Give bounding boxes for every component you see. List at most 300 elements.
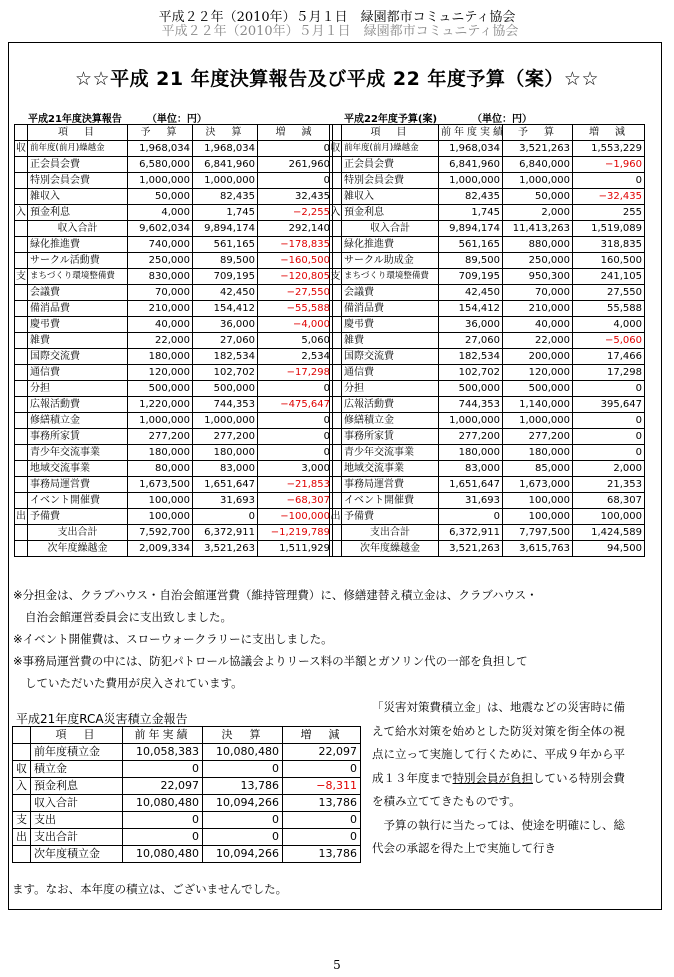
section-marker [15,189,28,205]
amount-cell: 10,080,480 [203,744,283,761]
amount-cell: 50,000 [128,189,193,205]
rca-table [12,726,361,863]
amount-cell: 160,500 [573,253,645,269]
amount-cell: 70,000 [503,285,573,301]
amount-cell: 277,200 [193,429,258,445]
section-marker [330,333,342,349]
amount-cell: 740,000 [128,237,193,253]
item-label: 慶弔費 [28,317,128,333]
column-header: 増 減 [283,727,361,744]
page-header: 平成２２年（2010年）５月１日 緑園都市コミュニティ協会 [158,10,516,25]
table-row [330,365,645,381]
amount-cell: 500,000 [193,381,258,397]
paragraph-1 [372,696,634,814]
amount-cell: 180,000 [503,445,573,461]
amount-cell: −5,060 [573,333,645,349]
amount-cell: 4,000 [128,205,193,221]
amount-cell: −120,805 [258,269,333,285]
amount-cell: 89,500 [439,253,503,269]
amount-cell: 709,195 [193,269,258,285]
item-label: まちづくり環境整備費 [28,269,128,285]
section-marker [15,221,28,237]
table-row [330,317,645,333]
section-marker [330,365,342,381]
amount-cell: 3,521,263 [503,141,573,157]
table-row [15,173,333,189]
item-label: 雑費 [342,333,439,349]
item-label: 予備費 [342,509,439,525]
section-marker [330,349,342,365]
section-marker [15,365,28,381]
table-row [15,141,333,157]
notes [13,584,538,694]
amount-cell: 2,009,334 [128,541,193,557]
amount-cell: 6,841,960 [439,157,503,173]
amount-cell: 94,500 [573,541,645,557]
amount-cell: 210,000 [128,301,193,317]
amount-cell: 85,000 [503,461,573,477]
amount-cell: 180,000 [128,445,193,461]
amount-cell: 89,500 [193,253,258,269]
amount-cell: 0 [258,413,333,429]
amount-cell: 10,094,266 [203,846,283,863]
section-marker [15,541,28,557]
table-row [330,141,645,157]
table-row [15,317,333,333]
amount-cell: 7,797,500 [503,525,573,541]
amount-cell: 42,450 [193,285,258,301]
item-label: 前年度積立金 [31,744,123,761]
column-header: 予 算 [128,125,193,141]
amount-cell: 1,673,000 [503,477,573,493]
item-label: サークル活動費 [28,253,128,269]
item-label: 支出 [31,812,123,829]
section-marker: 入 [15,205,28,221]
amount-cell: 180,000 [439,445,503,461]
table-row [15,301,333,317]
amount-cell: 1,968,034 [193,141,258,157]
amount-cell: 0 [573,381,645,397]
amount-cell: 3,000 [258,461,333,477]
amount-cell: 261,960 [258,157,333,173]
item-label: 正会員会費 [28,157,128,173]
amount-cell: 182,534 [193,349,258,365]
section-marker [330,173,342,189]
table-row [15,157,333,173]
table-row [330,189,645,205]
section-marker [330,157,342,173]
amount-cell: 0 [283,812,361,829]
amount-cell: 0 [258,173,333,189]
column-header: 予 算 [503,125,573,141]
section-marker [15,525,28,541]
amount-cell: 0 [193,509,258,525]
table-row [330,461,645,477]
table-row [330,221,645,237]
amount-cell: 210,000 [503,301,573,317]
section-marker: 収 [15,141,28,157]
column-header: 項 目 [31,727,123,744]
amount-cell: 55,588 [573,301,645,317]
amount-cell: 0 [573,413,645,429]
amount-cell: 1,220,000 [128,397,193,413]
amount-cell: 3,521,263 [439,541,503,557]
table-row [15,269,333,285]
table-row [15,429,333,445]
amount-cell: −27,550 [258,285,333,301]
amount-cell: 13,786 [283,846,361,863]
amount-cell: 241,105 [573,269,645,285]
table-row [330,285,645,301]
amount-cell: 180,000 [193,445,258,461]
item-label: 地域交流事業 [28,461,128,477]
item-label: 通信費 [342,365,439,381]
section-marker [15,477,28,493]
amount-cell: 1,651,647 [193,477,258,493]
amount-cell: 0 [123,829,203,846]
table-row [15,285,333,301]
table-row [15,493,333,509]
section-marker [330,237,342,253]
table-header-row [330,125,645,141]
table-row [15,237,333,253]
amount-cell: 82,435 [439,189,503,205]
table-row [15,365,333,381]
amount-cell: 200,000 [503,349,573,365]
amount-cell: 744,353 [439,397,503,413]
amount-cell: 561,165 [439,237,503,253]
settlement-table [14,124,333,557]
amount-cell: 0 [573,173,645,189]
table-row [330,525,645,541]
amount-cell: 2,000 [503,205,573,221]
item-label: 備消品費 [342,301,439,317]
section-marker [330,189,342,205]
amount-cell: 0 [203,812,283,829]
table-row [330,301,645,317]
section-marker: 支 [330,269,342,285]
item-label: 預金利息 [31,778,123,795]
amount-cell: 1,000,000 [193,173,258,189]
item-label: 積立金 [31,761,123,778]
table-row [330,205,645,221]
left-table-caption: 平成21年度決算報告 （単位：円） [28,114,207,125]
item-label: 予備費 [28,509,128,525]
table-row [330,381,645,397]
item-label: 雑収入 [28,189,128,205]
amount-cell: 950,300 [503,269,573,285]
section-marker [330,525,342,541]
amount-cell: 22,000 [503,333,573,349]
table-row [330,509,645,525]
amount-cell: 17,298 [573,365,645,381]
amount-cell: 1,000,000 [503,413,573,429]
amount-cell: 0 [283,761,361,778]
item-label: 広報活動費 [342,397,439,413]
section-marker: 支 [15,269,28,285]
item-label: 広報活動費 [28,397,128,413]
amount-cell: 22,097 [123,778,203,795]
amount-cell: 6,840,000 [503,157,573,173]
amount-cell: 6,372,911 [439,525,503,541]
table-row [13,795,361,812]
amount-cell: −68,307 [258,493,333,509]
table-row [13,778,361,795]
amount-cell: 100,000 [503,493,573,509]
amount-cell: 3,615,763 [503,541,573,557]
section-marker [15,445,28,461]
amount-cell: −100,000 [258,509,333,525]
amount-cell: 31,693 [193,493,258,509]
note-line: ※事務局運営費の中には、防犯パトロール協議会よりリース料の半額とガソリン代の一部を負担して [13,654,528,668]
section-marker [13,744,31,761]
amount-cell: 0 [258,445,333,461]
item-label: 分担 [342,381,439,397]
column-header: 前年度実績 [439,125,503,141]
amount-cell: −8,311 [283,778,361,795]
section-marker [15,317,28,333]
table-row [15,205,333,221]
amount-cell: 10,080,480 [123,846,203,863]
item-label: 通信費 [28,365,128,381]
item-label: 備消品費 [28,301,128,317]
amount-cell: 27,060 [193,333,258,349]
section-marker [330,445,342,461]
amount-cell: 100,000 [503,509,573,525]
item-label: まちづくり環境整備費 [342,269,439,285]
amount-cell: −17,298 [258,365,333,381]
section-marker [15,333,28,349]
table-header-row [15,125,333,141]
amount-cell: 395,647 [573,397,645,413]
amount-cell: 22,097 [283,744,361,761]
section-marker [330,493,342,509]
item-label: 事務局運営費 [28,477,128,493]
table-row [330,445,645,461]
amount-cell: 1,000,000 [439,173,503,189]
amount-cell: 1,511,929 [258,541,333,557]
item-label: 事務所家賃 [342,429,439,445]
budget-table [329,124,645,557]
amount-cell: 277,200 [128,429,193,445]
section-marker [15,173,28,189]
amount-cell: −475,647 [258,397,333,413]
section-marker [15,237,28,253]
amount-cell: 318,835 [573,237,645,253]
amount-cell: 3,521,263 [193,541,258,557]
table-row [15,253,333,269]
amount-cell: 40,000 [503,317,573,333]
amount-cell: 1,651,647 [439,477,503,493]
table-row [15,477,333,493]
item-label: 支出合計 [31,829,123,846]
amount-cell: 500,000 [503,381,573,397]
item-label: 慶弔費 [342,317,439,333]
table-row [15,189,333,205]
item-label: 青少年交流事業 [342,445,439,461]
paragraph-text: 「災害対策費積立金」は、地震などの災害時に備えて給水対策を始めとした防災対策を街全体の視点に立って実施して行くために、平成９年から平成１３年度まで [372,700,625,785]
amount-cell: 31,693 [439,493,503,509]
amount-cell: 1,000,000 [503,173,573,189]
item-label: 特別会員会費 [28,173,128,189]
note-line: ※イベント開催費は、スローウォークラリーに支出しました。 [13,632,333,646]
table-row [330,493,645,509]
amount-cell: −160,500 [258,253,333,269]
section-marker [330,413,342,429]
item-label: 国際交流費 [342,349,439,365]
amount-cell: 27,550 [573,285,645,301]
table-row [15,397,333,413]
amount-cell: 1,745 [439,205,503,221]
section-marker [15,413,28,429]
amount-cell: 561,165 [193,237,258,253]
table-row [13,846,361,863]
note-line: していただいた費用が戻入されています。 [25,676,243,690]
table-row [13,829,361,846]
amount-cell: 0 [283,829,361,846]
section-marker [15,349,28,365]
item-label: 国際交流費 [28,349,128,365]
table-row [330,477,645,493]
section-marker: 出 [330,509,342,525]
amount-cell: 1,519,089 [573,221,645,237]
amount-cell: 880,000 [503,237,573,253]
item-label: 預金利息 [28,205,128,221]
amount-cell: 6,841,960 [193,157,258,173]
section-marker [330,397,342,413]
section-marker [330,317,342,333]
section-marker: 収 [330,141,342,157]
section-marker [330,429,342,445]
item-label: 事務局運営費 [342,477,439,493]
column-header: 増 減 [573,125,645,141]
amount-cell: 68,307 [573,493,645,509]
amount-cell: 4,000 [573,317,645,333]
item-label: 収入合計 [31,795,123,812]
column-header: 増 減 [258,125,333,141]
column-header: 項 目 [342,125,439,141]
amount-cell: 83,000 [193,461,258,477]
section-marker: 入 [13,778,31,795]
amount-cell: 709,195 [439,269,503,285]
amount-cell: 22,000 [128,333,193,349]
amount-cell: 83,000 [439,461,503,477]
item-label: 緑化推進費 [28,237,128,253]
amount-cell: 27,060 [439,333,503,349]
amount-cell: 1,424,589 [573,525,645,541]
section-marker [15,285,28,301]
amount-cell: 1,000,000 [439,413,503,429]
amount-cell: 1,968,034 [128,141,193,157]
amount-cell: 2,534 [258,349,333,365]
amount-cell: 292,140 [258,221,333,237]
amount-cell: 500,000 [439,381,503,397]
amount-cell: 6,580,000 [128,157,193,173]
page-title: ☆☆平成 21 年度決算報告及び平成 22 年度予算（案）☆☆ [75,68,599,90]
section-marker [15,493,28,509]
item-label: 事務所家賃 [28,429,128,445]
column-header: 決 算 [193,125,258,141]
table-row [15,461,333,477]
amount-cell: 17,466 [573,349,645,365]
table-row [15,525,333,541]
amount-cell: 100,000 [573,509,645,525]
amount-cell: 82,435 [193,189,258,205]
table-row [15,381,333,397]
amount-cell: 40,000 [128,317,193,333]
amount-cell: 1,140,000 [503,397,573,413]
amount-cell: 42,450 [439,285,503,301]
table-row [330,541,645,557]
table-row [330,333,645,349]
section-marker [15,157,28,173]
table-row [330,253,645,269]
section-marker [330,221,342,237]
item-label: 正会員会費 [342,157,439,173]
section-marker [15,381,28,397]
amount-cell: 250,000 [128,253,193,269]
amount-cell: 1,000,000 [128,173,193,189]
table-row [330,349,645,365]
item-label: 支出合計 [28,525,128,541]
item-label: 前年度(前月)繰越金 [28,141,128,157]
amount-cell: 120,000 [503,365,573,381]
amount-cell: 0 [123,812,203,829]
table-row [13,744,361,761]
amount-cell: 154,412 [439,301,503,317]
item-label: 預金利息 [342,205,439,221]
amount-cell: 0 [123,761,203,778]
amount-cell: 11,413,263 [503,221,573,237]
amount-cell: 830,000 [128,269,193,285]
amount-cell: −1,219,789 [258,525,333,541]
amount-cell: 70,000 [128,285,193,301]
section-marker [15,253,28,269]
amount-cell: 13,786 [203,778,283,795]
amount-cell: 1,745 [193,205,258,221]
item-label: 雑収入 [342,189,439,205]
amount-cell: 0 [203,829,283,846]
item-label: 緑化推進費 [342,237,439,253]
section-marker: 出 [13,829,31,846]
item-label: 会議費 [28,285,128,301]
paragraph-last-line: ます。なお、本年度の積立は、ございませんでした。 [12,882,288,896]
amount-cell: 277,200 [439,429,503,445]
item-label: イベント開催費 [342,493,439,509]
amount-cell: −55,588 [258,301,333,317]
section-marker [330,253,342,269]
amount-cell: −21,853 [258,477,333,493]
section-marker [13,846,31,863]
table-row [15,333,333,349]
column-header: 項 目 [28,125,128,141]
section-marker: 支 [13,812,31,829]
note-line: 自治会館運営委員会に支出致しました。 [25,610,232,624]
item-label: 分担 [28,381,128,397]
amount-cell: 13,786 [283,795,361,812]
item-label: 次年度積立金 [31,846,123,863]
amount-cell: 277,200 [503,429,573,445]
item-label: サークル助成金 [342,253,439,269]
table-row [330,237,645,253]
section-marker: 出 [15,509,28,525]
item-label: 収入合計 [342,221,439,237]
table-row [15,509,333,525]
page-number: 5 [333,958,341,972]
amount-cell: 250,000 [503,253,573,269]
amount-cell: 21,353 [573,477,645,493]
amount-cell: 0 [573,429,645,445]
